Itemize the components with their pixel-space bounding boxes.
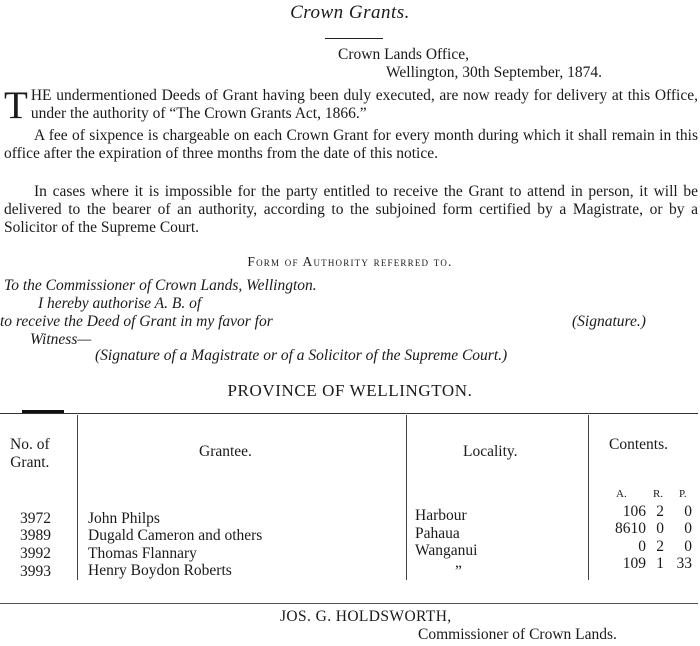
table-row-1-acres: 106 — [622, 503, 646, 520]
notice-paragraph-1 — [4, 84, 698, 127]
header-contents: Contents. — [609, 436, 668, 453]
signer-name: JOS. G. HOLDSWORTH, — [280, 608, 452, 625]
table-row-3-roods: 2 — [656, 538, 664, 555]
table-row-1-roods: 2 — [656, 503, 664, 520]
table-row-4-locality: ” — [455, 563, 462, 580]
table-row-1-perches: 0 — [684, 503, 692, 520]
unit-roods: R. — [653, 488, 664, 500]
header-grant-number — [10, 436, 50, 472]
table-row-2-grantee: Dugald Cameron and others — [88, 527, 263, 544]
header-grant-number-line2: Grant. — [10, 454, 50, 471]
form-line-addressee: To the Commissioner of Crown Lands, Wellington. — [4, 277, 317, 294]
column-divider-1 — [77, 415, 78, 580]
table-row-2-number: 3989 — [20, 527, 51, 544]
table-row-2-acres: 8610 — [615, 520, 646, 537]
province-heading: PROVINCE OF WELLINGTON. — [227, 381, 473, 400]
unit-acres: A. — [616, 488, 627, 500]
header-grant-number-line1: No. of — [10, 436, 50, 453]
form-line-authorise: I hereby authorise A. B. of — [38, 295, 202, 312]
notice-paragraph-2: A fee of sixpence is chargeable on each Crown Grant for every month during which it shall remain in this office after the expiration of three months from the date of this notice. — [4, 127, 698, 162]
document-title: Crown Grants. — [290, 2, 410, 23]
notice-paragraph-3: In cases where it is impossible for the party entitled to receive the Grant to attend in person, it will be delivered to the bearer of an authority, according to the subjoined form certified by a Magistrate, or by a Solicitor of the Supreme Court. — [4, 183, 698, 236]
form-line-magistrate: (Signature of a Magistrate or of a Solicitor of the Supreme Court.) — [95, 347, 508, 364]
table-row-1-grantee: John Philps — [88, 510, 160, 527]
table-row-1-number: 3972 — [20, 510, 51, 527]
form-line-receive: to receive the Deed of Grant in my favor for — [0, 313, 273, 330]
table-row-2-roods: 0 — [656, 520, 664, 537]
notice-paragraph-1-text: HE undermentioned Deeds of Grant having been duly executed, are now ready for delivery at this Office, under the authority of “The Crown Grants Act, 1866.” — [30, 87, 698, 122]
unit-perches: P. — [679, 488, 687, 500]
table-row-2-locality: Pahaua — [415, 525, 460, 542]
column-divider-2 — [406, 415, 407, 580]
table-row-4-number: 3993 — [20, 563, 51, 580]
table-row-4-roods: 1 — [656, 555, 664, 572]
table-row-3-number: 3992 — [20, 545, 51, 562]
header-locality: Locality. — [463, 443, 518, 460]
drop-cap: T — [4, 84, 28, 127]
table-row-3-acres: 0 — [638, 538, 646, 555]
table-top-rule — [0, 413, 698, 414]
form-heading: Form of Authority referred to. — [247, 254, 453, 269]
table-row-3-locality: Wanganui — [415, 542, 478, 559]
table-row-4-grantee: Henry Boydon Roberts — [88, 562, 232, 579]
table-row-2-perches: 0 — [684, 520, 692, 537]
office-name: Crown Lands Office, — [338, 46, 470, 63]
table-row-1-locality: Harbour — [415, 507, 467, 524]
form-signature-label: (Signature.) — [572, 313, 646, 330]
dateline: Wellington, 30th September, 1874. — [386, 64, 602, 81]
column-divider-3 — [588, 415, 589, 580]
table-bottom-rule — [0, 603, 698, 604]
table-row-3-grantee: Thomas Flannary — [88, 545, 197, 562]
header-grantee: Grantee. — [199, 443, 252, 460]
title-rule — [325, 38, 383, 39]
table-row-3-perches: 0 — [684, 538, 692, 555]
table-row-4-perches: 33 — [676, 555, 692, 572]
table-row-4-acres: 109 — [622, 555, 646, 572]
form-line-witness: Witness— — [30, 331, 92, 348]
signer-title: Commissioner of Crown Lands. — [418, 626, 617, 643]
